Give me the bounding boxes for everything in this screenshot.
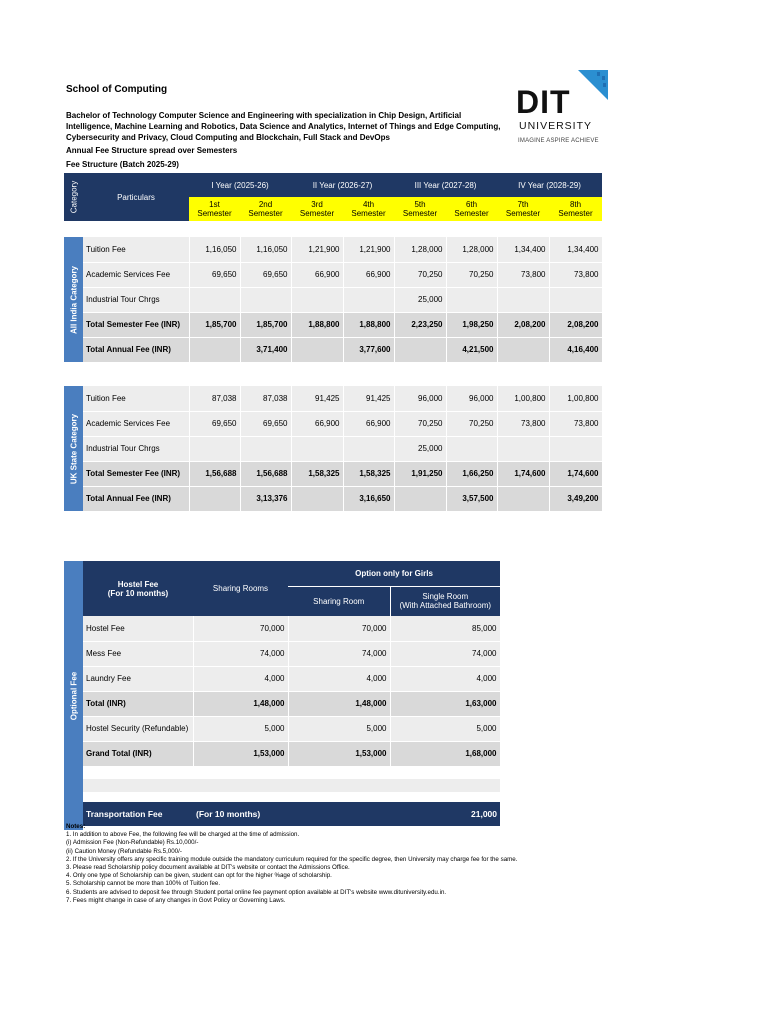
table-row bbox=[64, 411, 602, 436]
cell: 1,66,250 bbox=[446, 461, 497, 486]
cell: 1,88,800 bbox=[291, 312, 343, 337]
cell: 1,16,050 bbox=[189, 237, 240, 262]
note-line: 7. Fees might change in case of any changes in Govt Policy or Governing Laws. bbox=[66, 896, 286, 904]
cell: 74,000 bbox=[193, 641, 288, 666]
cell: 1,48,000 bbox=[288, 691, 390, 716]
row-label: Total Annual Fee (INR) bbox=[83, 337, 189, 362]
cell: 69,650 bbox=[189, 411, 240, 436]
table-row bbox=[64, 436, 602, 461]
category-header: Category bbox=[64, 173, 83, 221]
cell bbox=[446, 287, 497, 312]
semester-header: 5th Semester bbox=[394, 197, 446, 221]
cell: 1,85,700 bbox=[240, 312, 291, 337]
cell bbox=[343, 436, 394, 461]
cell: 2,08,200 bbox=[549, 312, 602, 337]
note-line: 5. Scholarship cannot be more than 100% of Tuition fee. bbox=[66, 880, 221, 888]
cell bbox=[394, 337, 446, 362]
transport-period: (For 10 months) bbox=[193, 802, 288, 826]
batch-subtitle: Fee Structure (Batch 2025-29) bbox=[66, 160, 179, 169]
semester-header: 6th Semester bbox=[446, 197, 497, 221]
cell bbox=[549, 287, 602, 312]
table-row bbox=[64, 262, 602, 287]
cell: 69,650 bbox=[240, 411, 291, 436]
cell: 87,038 bbox=[240, 386, 291, 411]
notes-title: Notes: bbox=[66, 823, 86, 830]
cell: 1,53,000 bbox=[193, 741, 288, 766]
girls-option-header: Option only for Girls bbox=[288, 561, 500, 586]
cell bbox=[291, 436, 343, 461]
cell: 25,000 bbox=[394, 436, 446, 461]
year-4-header: IV Year (2028-29) bbox=[497, 173, 602, 197]
cell: 5,000 bbox=[288, 716, 390, 741]
cell: 66,900 bbox=[291, 411, 343, 436]
table-row bbox=[64, 486, 602, 511]
semester-header: 7th Semester bbox=[497, 197, 549, 221]
all-india-fee-table bbox=[64, 237, 603, 363]
cell bbox=[291, 287, 343, 312]
cell: 91,425 bbox=[291, 386, 343, 411]
semester-header: 1st Semester bbox=[189, 197, 240, 221]
cell: 73,800 bbox=[549, 262, 602, 287]
cell: 73,800 bbox=[549, 411, 602, 436]
cell: 73,800 bbox=[497, 411, 549, 436]
row-label: Mess Fee bbox=[83, 641, 193, 666]
cell: 4,000 bbox=[288, 666, 390, 691]
cell: 91,425 bbox=[343, 386, 394, 411]
cell: 2,23,250 bbox=[394, 312, 446, 337]
cell: 1,91,250 bbox=[394, 461, 446, 486]
row-label: Tuition Fee bbox=[83, 237, 189, 262]
table-row bbox=[64, 666, 500, 691]
optional-fee-category-label: Optional Fee bbox=[64, 561, 83, 830]
single-room-header: Single Room (With Attached Bathroom) bbox=[390, 586, 500, 616]
semester-header: 4th Semester bbox=[343, 197, 394, 221]
row-label: Academic Services Fee bbox=[83, 411, 189, 436]
cell bbox=[549, 436, 602, 461]
cell: 1,00,800 bbox=[549, 386, 602, 411]
particulars-header: Particulars bbox=[83, 173, 189, 221]
cell: 70,000 bbox=[193, 616, 288, 641]
hostel-fee-table bbox=[64, 561, 501, 830]
cell: 66,900 bbox=[291, 262, 343, 287]
cell: 70,250 bbox=[446, 411, 497, 436]
cell: 1,34,400 bbox=[549, 237, 602, 262]
note-line: (i) Admission Fee (Non-Refundable) Rs.10,000/- bbox=[66, 839, 199, 847]
cell: 70,250 bbox=[394, 262, 446, 287]
table-row bbox=[64, 716, 500, 741]
table-row bbox=[64, 287, 602, 312]
table-row bbox=[64, 691, 500, 716]
all-india-category-label: All India Category bbox=[64, 237, 83, 362]
cell: 4,000 bbox=[193, 666, 288, 691]
cell: 1,74,600 bbox=[549, 461, 602, 486]
cell: 3,71,400 bbox=[240, 337, 291, 362]
cell: 1,88,800 bbox=[343, 312, 394, 337]
row-label: Industrial Tour Chrgs bbox=[83, 436, 189, 461]
cell: 69,650 bbox=[189, 262, 240, 287]
note-line: (ii) Caution Money (Refundable Rs.5,000/- bbox=[66, 847, 182, 855]
cell: 25,000 bbox=[394, 287, 446, 312]
cell: 96,000 bbox=[394, 386, 446, 411]
row-label: Hostel Fee bbox=[83, 616, 193, 641]
cell bbox=[343, 287, 394, 312]
cell: 1,63,000 bbox=[390, 691, 500, 716]
cell: 3,16,650 bbox=[343, 486, 394, 511]
cell bbox=[189, 287, 240, 312]
note-line: 1. In addition to above Fee, the following fee will be charged at the time of admission. bbox=[66, 831, 300, 839]
gear-icon bbox=[578, 70, 608, 100]
cell: 1,48,000 bbox=[193, 691, 288, 716]
school-title: School of Computing bbox=[66, 84, 168, 95]
row-label: Industrial Tour Chrgs bbox=[83, 287, 189, 312]
cell: 73,800 bbox=[497, 262, 549, 287]
cell: 3,13,376 bbox=[240, 486, 291, 511]
cell: 74,000 bbox=[390, 641, 500, 666]
row-label: Total (INR) bbox=[83, 691, 193, 716]
cell bbox=[497, 486, 549, 511]
hostel-fee-header: Hostel Fee (For 10 months) bbox=[83, 561, 193, 616]
note-line: 2. If the University offers any specific training module outside the mandatory curriculum required for the specific degree, then University may charge fee for the same. bbox=[66, 855, 518, 863]
cell bbox=[497, 287, 549, 312]
cell bbox=[446, 436, 497, 461]
cell: 1,28,000 bbox=[446, 237, 497, 262]
row-label: Total Semester Fee (INR) bbox=[83, 312, 189, 337]
cell: 1,28,000 bbox=[394, 237, 446, 262]
cell: 69,650 bbox=[240, 262, 291, 287]
cell: 4,000 bbox=[390, 666, 500, 691]
cell: 4,16,400 bbox=[549, 337, 602, 362]
row-label: Tuition Fee bbox=[83, 386, 189, 411]
row-label: Total Annual Fee (INR) bbox=[83, 486, 189, 511]
uk-state-category-label: UK State Category bbox=[64, 386, 83, 511]
cell: 1,74,600 bbox=[497, 461, 549, 486]
cell: 1,58,325 bbox=[291, 461, 343, 486]
cell bbox=[291, 486, 343, 511]
degree-title: Bachelor of Technology Computer Science and Engineering with specialization in Chip Design, Artificial Intelligence, Machine Learning and Robotics, Data Science and Analytics, Internet of Things and Edge Computing, Cybersecurity and Privacy, Cloud Computing and Blockchain, Full Stack and DevOps bbox=[66, 111, 501, 142]
notes-section bbox=[66, 823, 626, 905]
note-line: 4. Only one type of Scholarship can be given, student can opt for the higher %age of scholarship. bbox=[66, 872, 332, 880]
fee-header-table bbox=[64, 173, 602, 221]
cell: 1,58,325 bbox=[343, 461, 394, 486]
cell: 1,85,700 bbox=[189, 312, 240, 337]
cell: 74,000 bbox=[288, 641, 390, 666]
logo-tagline: IMAGINE ASPIRE ACHIEVE bbox=[518, 138, 599, 144]
annual-fee-subtitle: Annual Fee Structure spread over Semesters bbox=[66, 146, 238, 155]
cell bbox=[394, 486, 446, 511]
table-row bbox=[64, 641, 500, 666]
year-1-header: I Year (2025-26) bbox=[189, 173, 291, 197]
semester-header: 3rd Semester bbox=[291, 197, 343, 221]
row-label: Total Semester Fee (INR) bbox=[83, 461, 189, 486]
cell: 1,98,250 bbox=[446, 312, 497, 337]
semester-header: 8th Semester bbox=[549, 197, 602, 221]
cell bbox=[240, 436, 291, 461]
cell: 2,08,200 bbox=[497, 312, 549, 337]
cell: 1,21,900 bbox=[291, 237, 343, 262]
cell: 66,900 bbox=[343, 262, 394, 287]
cell: 70,000 bbox=[288, 616, 390, 641]
cell: 70,250 bbox=[394, 411, 446, 436]
note-line: 6. Students are advised to deposit fee through Student portal online fee payment option available at DIT's website www.dituniversity.edu.in. bbox=[66, 888, 447, 896]
cell: 1,56,688 bbox=[240, 461, 291, 486]
cell: 1,34,400 bbox=[497, 237, 549, 262]
cell: 96,000 bbox=[446, 386, 497, 411]
cell: 3,57,500 bbox=[446, 486, 497, 511]
cell: 1,53,000 bbox=[288, 741, 390, 766]
semester-header: 2nd Semester bbox=[240, 197, 291, 221]
cell bbox=[189, 337, 240, 362]
table-row bbox=[64, 312, 602, 337]
cell bbox=[291, 337, 343, 362]
cell: 4,21,500 bbox=[446, 337, 497, 362]
logo-university-text: UNIVERSITY bbox=[519, 120, 593, 132]
cell: 1,00,800 bbox=[497, 386, 549, 411]
row-label: Academic Services Fee bbox=[83, 262, 189, 287]
dit-university-logo bbox=[516, 70, 608, 150]
transport-amount: 21,000 bbox=[390, 802, 500, 826]
cell: 3,77,600 bbox=[343, 337, 394, 362]
table-row bbox=[64, 386, 602, 411]
cell: 1,68,000 bbox=[390, 741, 500, 766]
year-3-header: III Year (2027-28) bbox=[394, 173, 497, 197]
table-row bbox=[64, 741, 500, 766]
cell: 70,250 bbox=[446, 262, 497, 287]
row-label: Hostel Security (Refundable) bbox=[83, 716, 193, 741]
cell bbox=[497, 337, 549, 362]
table-row bbox=[64, 616, 500, 641]
cell: 66,900 bbox=[343, 411, 394, 436]
cell: 85,000 bbox=[390, 616, 500, 641]
table-row bbox=[64, 237, 602, 262]
cell bbox=[189, 436, 240, 461]
transport-label: Transportation Fee bbox=[83, 802, 193, 826]
girls-sharing-room-header: Sharing Room bbox=[288, 586, 390, 616]
logo-dit-text: DIT bbox=[516, 84, 571, 120]
cell bbox=[189, 486, 240, 511]
uk-state-fee-table bbox=[64, 386, 603, 512]
row-label: Laundry Fee bbox=[83, 666, 193, 691]
year-2-header: II Year (2026-27) bbox=[291, 173, 394, 197]
cell bbox=[240, 287, 291, 312]
cell: 3,49,200 bbox=[549, 486, 602, 511]
note-line: 3. Please read Scholarship policy document available at DIT's website or contact the Admissions Office. bbox=[66, 864, 350, 872]
cell: 1,56,688 bbox=[189, 461, 240, 486]
row-label: Grand Total (INR) bbox=[83, 741, 193, 766]
cell: 1,16,050 bbox=[240, 237, 291, 262]
sharing-rooms-header: Sharing Rooms bbox=[193, 561, 288, 616]
cell bbox=[497, 436, 549, 461]
table-row bbox=[64, 461, 602, 486]
cell: 5,000 bbox=[390, 716, 500, 741]
table-row bbox=[64, 337, 602, 362]
cell: 1,21,900 bbox=[343, 237, 394, 262]
cell: 87,038 bbox=[189, 386, 240, 411]
cell: 5,000 bbox=[193, 716, 288, 741]
